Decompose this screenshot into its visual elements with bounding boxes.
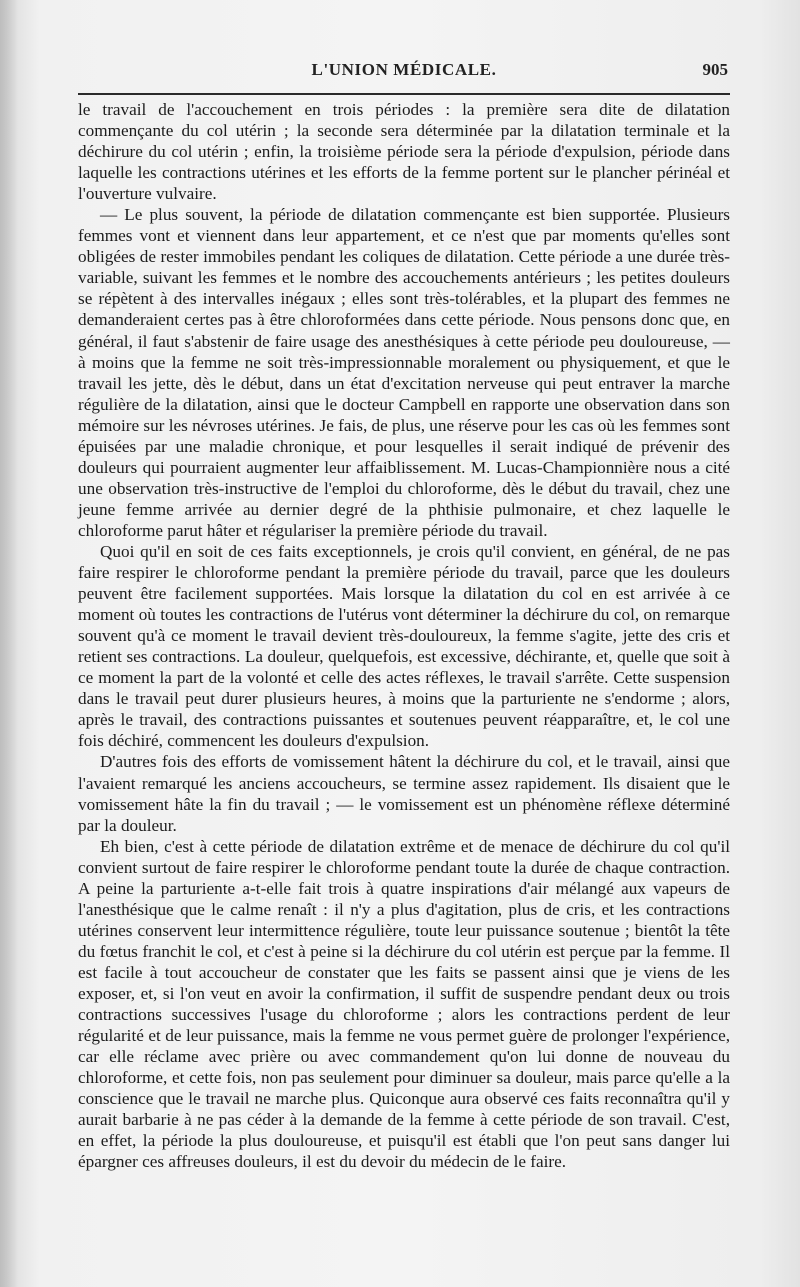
page-header [78,58,730,88]
paragraph-4: D'autres fois des efforts de vomissement hâtent la déchirure du col, et le travail, ainsi que l'avaient remarqué les anciens accoucheurs, se termine assez rapidement. Ils disaient que le vomissement hâte la fin du travail ; — le vomissement est un phénomène réflexe déterminé par la douleur. [78,752,730,835]
page-number: 905 [702,60,728,79]
paragraph-1: le travail de l'accouchement en trois périodes : la première sera dite de dilatation commençante du col utérin ; la seconde sera déterminée par la dilatation terminale et la déchirure du col utérin ; enfin, la troisième période sera la période d'expulsion, période dans laquelle les contractions utérines et les efforts de la femme portent sur le plancher périnéal et l'ouverture vulvaire. [78,100,730,204]
paragraph-2: — Le plus souvent, la période de dilatation commençante est bien supportée. Plusieurs femmes vont et viennent dans leur appartement, et ce n'est que par moments qu'elles sont obligées de rester immobiles pendant les coliques de dilatation. Cette période a une durée très-variable, suivant les femmes et le nombre des accouchements antérieurs ; les petites douleurs se répètent à des intervalles inégaux ; elles sont très-tolérables, et la plupart des femmes ne demanderaient certes pas à être chloroformées dans cette période. Nous pensons donc que, en général, il faut s'abstenir de faire usage des anesthésiques à cette période peu douloureuse, — à moins que la femme ne soit très-impressionnable moralement ou physiquement, et que le travail les jette, dès le début, dans un état d'excitation nerveuse qui peut entraver la marche régulière de la dilatation, ainsi que le docteur Campbell en rapporte une observation dans son mémoire sur les névroses utérines. Je fais, de plus, une réserve pour les cas où les femmes sont épuisées par une maladie chronique, et pour lesquelles il serait indiqué de prévenir des douleurs qui pourraient augmenter leur affaiblissement. M. Lucas-Championnière nous a cité une observation très-instructive de l'emploi du chloroforme, dès le début du travail, chez une jeune femme arrivée au dernier degré de la phthisie pulmonaire, et chez laquelle le chloroforme parut hâter et régulariser la première période du travail. [78,205,730,540]
article-body [78,99,730,1172]
running-title: L'UNION MÉDICALE. [311,60,497,79]
paragraph-5: Eh bien, c'est à cette période de dilatation extrême et de menace de déchirure du col qu'il convient surtout de faire respirer le chloroforme pendant toute la durée de chaque contraction. A peine la parturiente a-t-elle fait trois à quatre inspirations d'air mélangé aux vapeurs de l'anesthésique que le calme renaît : il n'y a plus d'agitation, plus de cris, et les contractions utérines conservent leur intermittence régulière, toute leur puissance soutenue ; bientôt la tête du fœtus franchit le col, et c'est à peine si la déchirure du col utérin est perçue par la femme. Il est facile à tout accoucheur de constater que les faits se passent ainsi que je viens de les exposer, et, si l'on veut en avoir la confirmation, il suffit de suspendre pendant deux ou trois contractions successives l'usage du chloroforme ; alors les contractions perdent de leur régularité et de leur puissance, mais la femme ne vous permet guère de prolonger l'expérience, car elle réclame avec prière ou avec commandement qu'on lui donne de nouveau du chloroforme, et cette fois, non pas seulement pour diminuer sa douleur, mais parce qu'elle a la conscience que le travail ne marche plus. Quiconque aura observé ces faits reconnaîtra qu'il y aurait barbarie à ne pas céder à la demande de la femme à cette période de son travail. C'est, en effet, la période la plus douloureuse, et puisqu'il est établi que l'on peut sans danger lui épargner ces affreuses douleurs, il est du devoir du médecin de le faire. [78,836,730,1172]
paragraph-3: Quoi qu'il en soit de ces faits exceptionnels, je crois qu'il convient, en général, de ne pas faire respirer le chloroforme pendant la première période du travail, parce que les douleurs peuvent être facilement supportées. Mais lorsque la dilatation du col en est arrivée à ce moment où toutes les contractions de l'utérus vont déterminer la déchirure du col, on remarque souvent qu'à ce moment le travail devient très-douloureux, la femme s'agite, jette des cris et retient ses contractions. La douleur, quelquefois, est excessive, déchirante, et, quelle que soit à ce moment la part de la volonté et celle des actes réflexes, le travail s'arrête. Cette suspension dans le travail peut durer plusieurs heures, à moins que la parturiente ne s'endorme ; alors, après le travail, des contractions puissantes et soutenues peuvent réapparaître, et, le col une fois déchiré, commencent les douleurs d'expulsion. [78,541,730,751]
page-edge-shadow [0,0,18,1287]
header-rule [78,93,730,95]
